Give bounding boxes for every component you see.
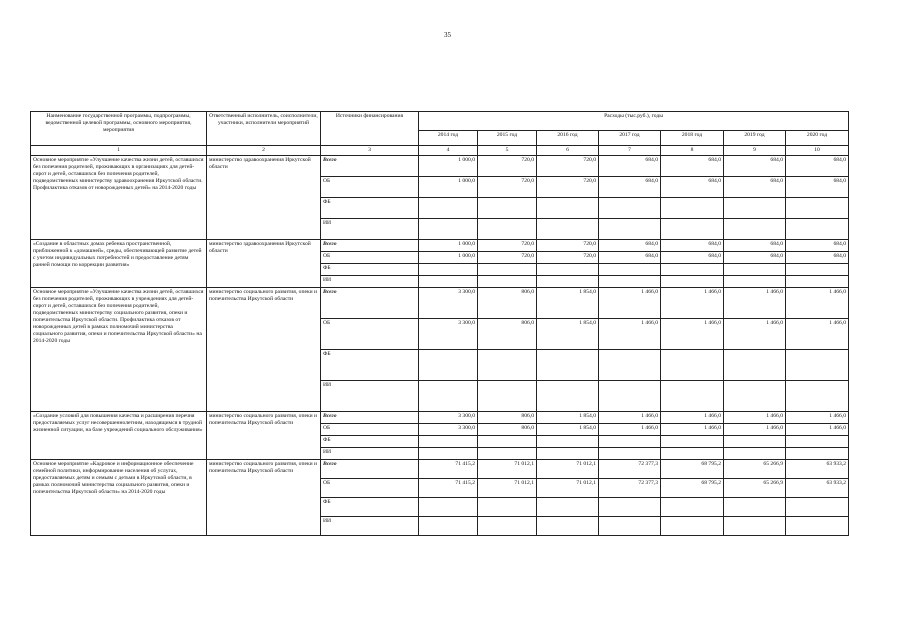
table-row <box>31 459 849 478</box>
expense-value: 71 415,2 <box>419 459 478 478</box>
funding-source: ИИ <box>321 218 419 239</box>
expense-value <box>419 447 478 459</box>
funding-source: ФБ <box>321 497 419 516</box>
expense-value <box>724 275 786 287</box>
expense-value: 806,0 <box>478 423 537 435</box>
expense-value <box>419 516 478 535</box>
header-column-number: 9 <box>724 146 786 156</box>
expense-value <box>478 218 537 239</box>
expense-value: 684,0 <box>786 155 849 176</box>
expense-value <box>599 263 661 275</box>
header-column-numbers-row <box>31 146 849 156</box>
funding-source: ОБ <box>321 176 419 197</box>
expense-value <box>478 447 537 459</box>
expense-value <box>419 275 478 287</box>
activity-executor: министерство социального развития, опеки и попечительства Иркутской области <box>207 459 321 535</box>
expense-value: 1 854,0 <box>537 318 599 349</box>
expense-value: 684,0 <box>661 239 724 251</box>
expense-value: 1 466,0 <box>661 287 724 318</box>
expense-value <box>599 275 661 287</box>
expense-value <box>786 380 849 411</box>
header-year: 2018 год <box>661 131 724 146</box>
expense-value <box>419 218 478 239</box>
expense-value: 806,0 <box>478 287 537 318</box>
expense-value: 3 300,0 <box>419 423 478 435</box>
expense-value <box>478 263 537 275</box>
expense-value <box>599 218 661 239</box>
expense-value: 684,0 <box>786 239 849 251</box>
expense-value <box>724 349 786 380</box>
expense-value: 720,0 <box>478 251 537 263</box>
expense-value: 1 466,0 <box>786 423 849 435</box>
expense-value <box>786 349 849 380</box>
expense-value: 1 000,0 <box>419 251 478 263</box>
header-column-number: 4 <box>419 146 478 156</box>
expense-value: 3 300,0 <box>419 318 478 349</box>
expense-value <box>537 275 599 287</box>
header-year: 2014 год <box>419 131 478 146</box>
expense-value <box>724 218 786 239</box>
expense-value: 1 466,0 <box>786 287 849 318</box>
expense-value: 720,0 <box>537 176 599 197</box>
expense-value <box>537 447 599 459</box>
expense-value <box>786 497 849 516</box>
expense-value <box>537 380 599 411</box>
expense-value <box>478 275 537 287</box>
activity-name: Основное мероприятие «Улучшение качества жизни детей, оставшихся без попечения родителей, проживающих в учреждениях для детей-сирот и детей, оставшихся без попечения родителей, подведомственных министерству социального развития, опеки и попечительства Иркутской области. Профилактика отказов от новорожденных детей в рамках полномочий министерства социального развития, опеки и попечительства Иркутской области» на 2014-2020 годы <box>31 287 207 411</box>
funding-source: Всего <box>321 411 419 423</box>
expense-value <box>478 497 537 516</box>
expense-value <box>537 497 599 516</box>
expense-value <box>599 447 661 459</box>
expense-value: 1 466,0 <box>724 318 786 349</box>
activity-name: Основное мероприятие «Улучшение качества жизни детей, оставшихся без попечения родителей, проживающих в организациях для детей-сирот и детей, оставшихся без попечения родителей, подведомственных министерству здравоохранения Иркутской области. Профилактика отказов от новорожденных детей» на 2014-2020 годы <box>31 155 207 239</box>
funding-source: ФБ <box>321 197 419 218</box>
expense-value: 72 377,3 <box>599 478 661 497</box>
expense-value <box>599 349 661 380</box>
expense-value: 68 795,2 <box>661 478 724 497</box>
activity-name: «Создание условий для повышения качества и расширения перечня предоставляемых услуг несовершеннолетним, находящимся в трудной жизненной ситуации, на базе учреждений социального обслуживания» <box>31 411 207 459</box>
expense-value <box>478 516 537 535</box>
header-column-number: 10 <box>786 146 849 156</box>
expense-value <box>599 516 661 535</box>
expense-value: 720,0 <box>478 176 537 197</box>
funding-source: ИИ <box>321 516 419 535</box>
expense-value: 1 466,0 <box>661 423 724 435</box>
table-row <box>31 411 849 423</box>
funding-source: ИИ <box>321 275 419 287</box>
expense-value: 684,0 <box>661 176 724 197</box>
table-row <box>31 287 849 318</box>
funding-source: ФБ <box>321 263 419 275</box>
expense-value <box>786 275 849 287</box>
activity-executor: министерство здравоохранения Иркутской области <box>207 155 321 239</box>
funding-source: ОБ <box>321 318 419 349</box>
expense-value: 1 000,0 <box>419 155 478 176</box>
expense-value: 684,0 <box>599 251 661 263</box>
expense-value <box>478 197 537 218</box>
expense-value: 1 854,0 <box>537 411 599 423</box>
expense-value <box>537 516 599 535</box>
funding-source: Всего <box>321 155 419 176</box>
activity-executor: министерство социального развития, опеки и попечительства Иркутской области <box>207 411 321 459</box>
expense-value: 1 466,0 <box>724 287 786 318</box>
header-year: 2015 год <box>478 131 537 146</box>
expense-value: 71 012,1 <box>478 478 537 497</box>
expense-value <box>661 380 724 411</box>
expense-value <box>724 263 786 275</box>
header-name: Наименование государственной программы, подпрограммы, ведомственной целевой программы, основного мероприятия, мероприятия <box>31 112 207 146</box>
expense-value: 1 466,0 <box>599 423 661 435</box>
expense-value: 684,0 <box>786 176 849 197</box>
expense-value <box>419 263 478 275</box>
financing-table <box>30 111 849 536</box>
expense-value: 71 415,2 <box>419 478 478 497</box>
expense-value: 65 266,9 <box>724 459 786 478</box>
expense-value <box>599 197 661 218</box>
expense-value: 720,0 <box>537 251 599 263</box>
expense-value: 1 000,0 <box>419 176 478 197</box>
activity-name: Основное мероприятие «Кадровое и информационное обеспечение семейной политики, информирование населения об услугах, предоставляемых детям и семьям с детьми в Иркутской области, в рамках полномочий министерства социального развития, опеки и попечительства Иркутской области» на 2014-2020 годы <box>31 459 207 535</box>
expense-value <box>786 435 849 447</box>
expense-value <box>661 218 724 239</box>
expense-value: 720,0 <box>537 239 599 251</box>
header-column-number: 3 <box>321 146 419 156</box>
expense-value: 72 377,3 <box>599 459 661 478</box>
expense-value: 684,0 <box>661 251 724 263</box>
table-row <box>31 239 849 251</box>
expense-value: 71 012,1 <box>537 459 599 478</box>
expense-value: 720,0 <box>537 155 599 176</box>
expense-value <box>724 516 786 535</box>
expense-value <box>661 275 724 287</box>
expense-value: 65 266,9 <box>724 478 786 497</box>
expense-value <box>724 447 786 459</box>
expense-value <box>661 516 724 535</box>
expense-value <box>478 435 537 447</box>
expense-value <box>661 447 724 459</box>
expense-value: 63 933,2 <box>786 478 849 497</box>
funding-source: ОБ <box>321 423 419 435</box>
expense-value: 1 466,0 <box>599 287 661 318</box>
expense-value: 806,0 <box>478 318 537 349</box>
expense-value: 1 000,0 <box>419 239 478 251</box>
expense-value <box>786 516 849 535</box>
expense-value <box>786 197 849 218</box>
expense-value: 720,0 <box>478 239 537 251</box>
expense-value <box>419 349 478 380</box>
funding-source: ФБ <box>321 435 419 447</box>
expense-value <box>724 435 786 447</box>
funding-source: Всего <box>321 239 419 251</box>
expense-value <box>478 380 537 411</box>
header-executor: Ответственный исполнитель, соисполнители, участники, исполнители мероприятий <box>207 112 321 146</box>
expense-value <box>661 197 724 218</box>
expense-value: 1 466,0 <box>786 318 849 349</box>
funding-source: Всего <box>321 459 419 478</box>
expense-value: 1 466,0 <box>786 411 849 423</box>
funding-source: ОБ <box>321 251 419 263</box>
funding-source: ИИ <box>321 380 419 411</box>
header-year: 2016 год <box>537 131 599 146</box>
expense-value <box>537 197 599 218</box>
expense-value <box>599 380 661 411</box>
expense-value: 684,0 <box>724 155 786 176</box>
expense-value <box>419 435 478 447</box>
header-year: 2020 год <box>786 131 849 146</box>
table-body <box>31 155 849 535</box>
expense-value: 684,0 <box>724 176 786 197</box>
expense-value <box>786 263 849 275</box>
header-expenses: Расходы (тыс.руб.), годы <box>419 112 849 131</box>
expense-value: 806,0 <box>478 411 537 423</box>
expense-value <box>599 497 661 516</box>
expense-value: 684,0 <box>599 239 661 251</box>
expense-value: 684,0 <box>724 251 786 263</box>
expense-value <box>661 497 724 516</box>
expense-value <box>419 380 478 411</box>
header-column-number: 6 <box>537 146 599 156</box>
expense-value <box>786 218 849 239</box>
funding-source: ФБ <box>321 349 419 380</box>
expense-value <box>537 263 599 275</box>
expense-value: 68 795,2 <box>661 459 724 478</box>
expense-value: 684,0 <box>661 155 724 176</box>
header-year: 2019 год <box>724 131 786 146</box>
funding-source: ОБ <box>321 478 419 497</box>
expense-value: 1 466,0 <box>661 411 724 423</box>
expense-value <box>537 349 599 380</box>
expense-value: 1 466,0 <box>599 411 661 423</box>
header-column-number: 7 <box>599 146 661 156</box>
expense-value: 1 854,0 <box>537 423 599 435</box>
expense-value: 3 300,0 <box>419 411 478 423</box>
header-source: Источники финансирования <box>321 112 419 146</box>
expense-value: 71 012,1 <box>478 459 537 478</box>
expense-value: 684,0 <box>599 176 661 197</box>
activity-executor: министерство здравоохранения Иркутской области <box>207 239 321 287</box>
expense-value: 684,0 <box>724 239 786 251</box>
expense-value <box>724 380 786 411</box>
expense-value: 720,0 <box>478 155 537 176</box>
activity-executor: министерство социального развития, опеки и попечительства Иркутской области <box>207 287 321 411</box>
expense-value <box>599 435 661 447</box>
header-year: 2017 год <box>599 131 661 146</box>
expense-value: 63 933,2 <box>786 459 849 478</box>
expense-value: 71 012,1 <box>537 478 599 497</box>
funding-source: Всего <box>321 287 419 318</box>
expense-value <box>661 435 724 447</box>
expense-value: 1 466,0 <box>724 411 786 423</box>
header-column-number: 1 <box>31 146 207 156</box>
expense-value <box>724 197 786 218</box>
header-column-number: 8 <box>661 146 724 156</box>
expense-value: 3 300,0 <box>419 287 478 318</box>
expense-value: 1 466,0 <box>724 423 786 435</box>
expense-value <box>661 349 724 380</box>
expense-value <box>478 349 537 380</box>
header-column-number: 5 <box>478 146 537 156</box>
expense-value: 1 466,0 <box>599 318 661 349</box>
page-number: 35 <box>444 31 451 39</box>
expense-value: 684,0 <box>786 251 849 263</box>
activity-name: «Создание в областных домах ребенка пространственной, приближенной к «домашней», среды, обеспечивающей развитие детей с учетом индивидуальных потребностей и предоставление детям ранней помощи по коррекции развития» <box>31 239 207 287</box>
header-column-number: 2 <box>207 146 321 156</box>
expense-value: 684,0 <box>599 155 661 176</box>
expense-value <box>786 447 849 459</box>
expense-value <box>419 197 478 218</box>
expense-value: 1 466,0 <box>661 318 724 349</box>
funding-source: ИИ <box>321 447 419 459</box>
expense-value <box>419 497 478 516</box>
expense-value <box>661 263 724 275</box>
expense-value <box>537 218 599 239</box>
expense-value <box>724 497 786 516</box>
expense-value <box>537 435 599 447</box>
table-row <box>31 155 849 176</box>
expense-value: 1 854,0 <box>537 287 599 318</box>
